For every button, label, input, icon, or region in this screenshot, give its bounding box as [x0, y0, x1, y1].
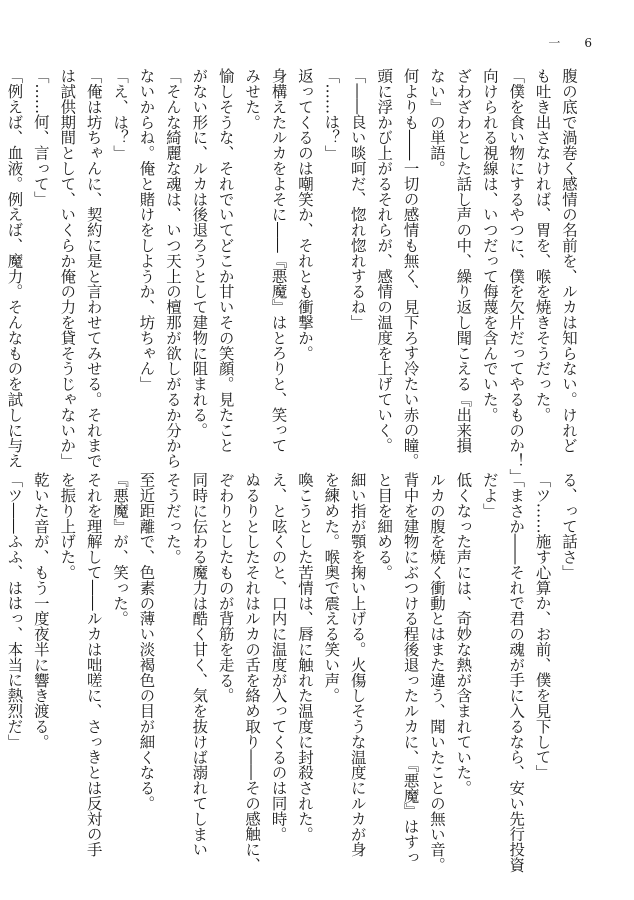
- text-line: ざわざわとした話し声の中、繰り返し聞こえる『出来損: [454, 68, 473, 453]
- text-line: 背中を建物にぶつける程後退ったルカに、『悪魔』はすっ: [401, 472, 420, 865]
- text-line: 「そんな綺麗な魂は、いつ天上の檀那が欲しがるか分から: [163, 68, 182, 469]
- text-line: 頭に浮かび上がるそれらが、感情の温度を上げていく。: [375, 68, 394, 453]
- text-line: 「例えば、血液。例えば、魔力。そんなものを試しに与え: [5, 68, 24, 469]
- text-line: それを理解して――ルカは咄嗟に、さっきとは反対の手: [84, 472, 103, 857]
- text-line: も吐き出さなければ、胃を、喉を焼きそうだった。: [533, 68, 552, 423]
- text-block-top: [1, 68, 582, 484]
- text-line: 「ツ……施す心算か、お前、僕を見下して」: [533, 472, 552, 780]
- text-line: 乾いた音が、もう一度夜半に響き渡る。: [31, 472, 50, 750]
- text-line: ぞわりとしたものが背筋を走る。: [216, 472, 235, 703]
- text-line: ないからね。俺と賭けをしようか、坊ちゃん」: [137, 68, 156, 392]
- text-line: 身構えたルカをよそに――『悪魔』はとろりと、笑って: [269, 68, 288, 453]
- text-line: を練めた。喉奥で震える笑い声。: [322, 472, 341, 703]
- text-line: 細い指が顎を掬い上げる。火傷しそうな温度にルカが身: [348, 472, 367, 857]
- text-line: ない』の単語。: [427, 68, 446, 176]
- text-line: 「え、は？」: [111, 68, 130, 161]
- text-line: と目を細める。: [375, 472, 394, 580]
- text-line: 「僕を食い物にするやつに、僕を欠片だってやるものか！」: [507, 68, 526, 484]
- text-line: ルカの腹を焼く衝動とはまた違う、聞いたことの無い音。: [427, 472, 446, 873]
- text-line: 返ってくるのは嘲笑か、それとも衝撃か。: [295, 68, 314, 361]
- text-line: 「……は？」: [322, 68, 341, 161]
- page-number: 一 6: [548, 36, 598, 50]
- text-line: 「俺は坊ちゃんに、契約に是と言わせてみせる。それまで: [84, 68, 103, 469]
- text-line: 「まさか――それで君の魂が手に入るなら、安い先行投資: [507, 472, 526, 873]
- text-line: 同時に伝わる魔力は酷く甘く、気を抜けば溺れてしまい: [190, 472, 209, 857]
- text-line: る、って話さ」: [560, 472, 578, 580]
- text-line: 『悪魔』が、笑った。: [111, 472, 130, 626]
- text-line: 「……何、言って」: [31, 68, 50, 207]
- text-line: 喚こうとした苦情は、唇に触れた温度に封殺された。: [295, 472, 314, 842]
- text-line: 至近距離で、色素の薄い淡褐色の目が細くなる。: [137, 472, 156, 811]
- text-line: は試供期間として、いくらか俺の力を貸そうじゃないか」: [58, 68, 77, 469]
- text-line: え、と呟くのと、口内に温度が入ってくるのは同時。: [269, 472, 288, 842]
- text-line: 向けられる視線は、いつだって侮蔑を含んでいた。: [480, 68, 499, 423]
- text-line: がない形に、ルカは後退ろうとして建物に阻まれる。: [190, 68, 209, 438]
- text-line: 腹の底で渦巻く感情の名前を、ルカは知らない。けれど: [560, 68, 578, 453]
- text-line: そうだった。: [163, 472, 182, 565]
- text-line: 愉しそうな、それでいてどこか甘いその笑顔。見たこと: [216, 68, 235, 453]
- text-line: 低くなった声には、奇妙な熱が含まれていた。: [454, 472, 473, 796]
- text-line: 「ツ――ふふ、ははっ、本当に熱烈だ」: [5, 472, 24, 750]
- text-line: 何よりも――一切の感情も無く、見下ろす冷たい赤の瞳。: [401, 68, 420, 469]
- text-block-bottom: [1, 472, 582, 873]
- text-line: ぬるりとしたそれはルカの舌を絡め取り――その感触に、: [243, 472, 262, 873]
- text-line: 「――良い啖呵だ、惚れ惚れするね」: [348, 68, 367, 330]
- text-line: を振り上げた。: [58, 472, 77, 580]
- text-line: みせた。: [243, 68, 262, 130]
- text-line: だよ」: [480, 472, 499, 519]
